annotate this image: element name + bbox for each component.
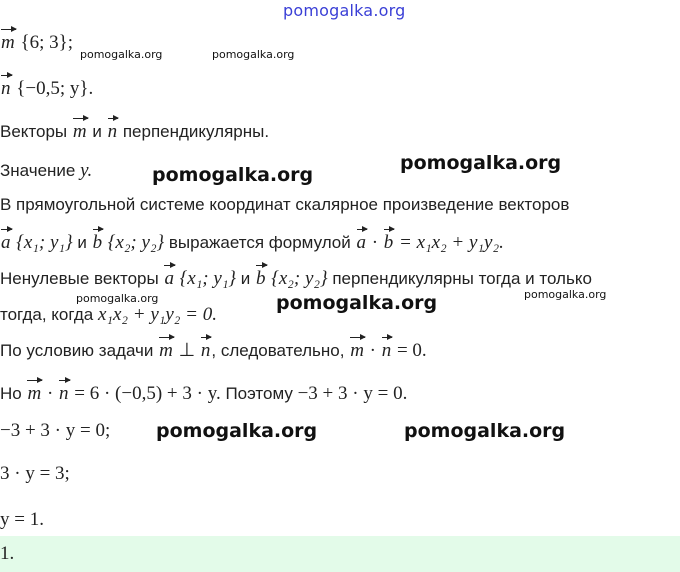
formula: x₁x₂ + y₁y₂ = 0. <box>97 304 217 325</box>
watermark: pomogalka.org <box>276 292 438 314</box>
perpendicular-symbol: ⊥ <box>178 340 196 361</box>
vector-a-symbol: a <box>356 232 366 253</box>
answer-value: 1. <box>0 543 15 564</box>
vector-n-definition <box>0 78 93 100</box>
vector-m-symbol: m <box>159 340 173 361</box>
equation-step-3: y = 1. <box>0 509 44 530</box>
formula: = 0. <box>396 340 427 361</box>
vector-a-symbol: a <box>164 268 174 289</box>
vector-a-coordinates: {x₁; y₁} <box>16 232 73 253</box>
text: Но <box>0 384 22 403</box>
watermark: pomogalka.org <box>524 288 607 301</box>
text: По условию задачи <box>0 341 154 360</box>
formula: = x₁x₂ + y₁y₂. <box>399 232 504 253</box>
vector-n-symbol: n <box>107 121 118 142</box>
vector-n-coordinates: {−0,5; y}. <box>16 78 94 99</box>
text: перпендикулярны. <box>122 122 270 141</box>
vector-m-coordinates: {6; 3}; <box>20 32 74 53</box>
text: Поэтому <box>225 384 293 403</box>
text: тогда, когда <box>0 305 94 324</box>
watermark: pomogalka.org <box>400 152 562 174</box>
text: Ненулевые векторы <box>0 269 159 288</box>
text: и <box>240 269 251 288</box>
variable-y: y. <box>80 160 93 181</box>
formula: = 6 · (−0,5) + 3 · y. <box>74 383 221 404</box>
text: , следовательно, <box>211 341 345 360</box>
vector-a-coordinates: {x₁; y₁} <box>179 268 237 289</box>
text: и <box>92 122 102 141</box>
watermark: pomogalka.org <box>80 48 163 61</box>
vector-b-coordinates: {x₂; y₂} <box>271 268 328 289</box>
dot-operator: · <box>46 383 54 404</box>
site-watermark: pomogalka.org <box>283 1 406 20</box>
watermark: pomogalka.org <box>152 164 314 186</box>
text: и <box>77 233 87 252</box>
perpendicular-condition-formula <box>0 304 217 326</box>
equation-step-2: 3 · y = 3; <box>0 463 70 484</box>
vector-m-symbol: m <box>350 340 364 361</box>
perpendicular-statement <box>0 121 269 143</box>
dot-operator: · <box>369 340 376 361</box>
text: Векторы <box>0 122 68 141</box>
vector-m-definition <box>0 32 73 54</box>
vector-n-symbol: n <box>381 340 392 361</box>
watermark: pomogalka.org <box>404 420 566 442</box>
equation-step-1: −3 + 3 · y = 0; <box>0 420 111 441</box>
dot-operator: · <box>371 232 379 253</box>
watermark: pomogalka.org <box>76 292 159 305</box>
perpendicular-condition <box>0 268 592 290</box>
vector-n-symbol: n <box>200 340 211 361</box>
dot-product-formula <box>0 232 504 254</box>
text: перпендикулярны тогда и только <box>332 269 592 288</box>
find-value-statement <box>0 160 92 182</box>
vector-b-symbol: b <box>256 268 266 289</box>
vector-b-symbol: b <box>92 232 103 253</box>
vector-m-symbol: m <box>27 383 42 404</box>
vector-m-symbol: m <box>1 32 15 53</box>
vector-b-coordinates: {x₂; y₂} <box>107 232 165 253</box>
watermark: pomogalka.org <box>212 48 295 61</box>
text: Значение <box>0 161 76 180</box>
condition-statement <box>0 340 427 362</box>
vector-b-symbol: b <box>383 232 394 253</box>
watermark: pomogalka.org <box>156 420 318 442</box>
answer-box <box>0 536 680 572</box>
vector-a-symbol: a <box>1 232 11 253</box>
text: выражается формулой <box>168 233 351 252</box>
computation-statement <box>0 383 407 405</box>
theory-text: В прямоугольной системе координат скалярное произведение векторов <box>0 195 570 214</box>
formula: −3 + 3 · y = 0. <box>297 383 408 404</box>
vector-m-symbol: m <box>72 121 87 142</box>
vector-n-symbol: n <box>59 383 69 404</box>
vector-n-symbol: n <box>1 78 11 99</box>
